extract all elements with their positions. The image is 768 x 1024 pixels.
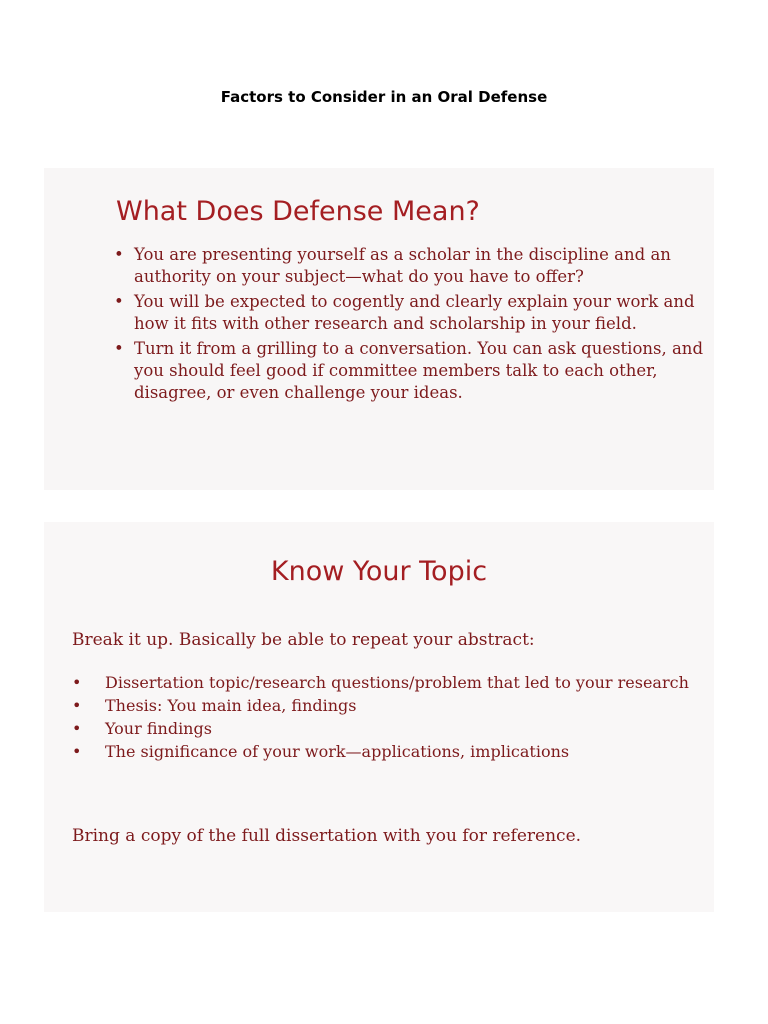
bullet-marker: •	[72, 742, 82, 761]
slide-know-your-topic	[44, 522, 714, 912]
bullet-text: Thesis: You main idea, findings	[105, 696, 357, 715]
bullet-item	[114, 338, 704, 404]
bullet-text: Turn it from a grilling to a conversation. You can ask questions, and you should feel good if committee members talk to each other, disagree, or even challenge your ideas.	[134, 339, 704, 402]
slide-heading: Know Your Topic	[270, 556, 488, 587]
bullet-marker: •	[72, 673, 82, 692]
slide-intro-text: Break it up. Basically be able to repeat your abstract:	[72, 630, 535, 650]
bullet-item	[72, 720, 692, 738]
bullet-marker: •	[72, 719, 82, 738]
bullet-list	[114, 244, 704, 407]
bullet-marker: •	[114, 245, 124, 264]
bullet-text: The significance of your work—applications, implications	[105, 742, 570, 761]
bullet-list	[72, 674, 692, 766]
bullet-marker: •	[114, 339, 124, 358]
bullet-marker: •	[72, 696, 82, 715]
bullet-text: Your findings	[105, 719, 212, 738]
slide-closing-text: Bring a copy of the full dissertation with you for reference.	[72, 826, 582, 846]
bullet-item	[72, 697, 692, 715]
bullet-text: Dissertation topic/research questions/problem that led to your research	[105, 673, 689, 692]
page-title: Factors to Consider in an Oral Defense	[220, 88, 548, 106]
bullet-item	[72, 743, 692, 761]
bullet-item	[72, 674, 692, 692]
bullet-text: You are presenting yourself as a scholar in the discipline and an authority on your subject—what do you have to offer?	[134, 245, 671, 286]
bullet-item	[114, 244, 704, 288]
slide-heading: What Does Defense Mean?	[116, 196, 480, 227]
bullet-marker: •	[114, 292, 124, 311]
bullet-item	[114, 291, 704, 335]
bullet-text: You will be expected to cogently and clearly explain your work and how it fits with other research and scholarship in your field.	[134, 292, 695, 333]
slide-what-does-defense-mean	[44, 168, 714, 490]
